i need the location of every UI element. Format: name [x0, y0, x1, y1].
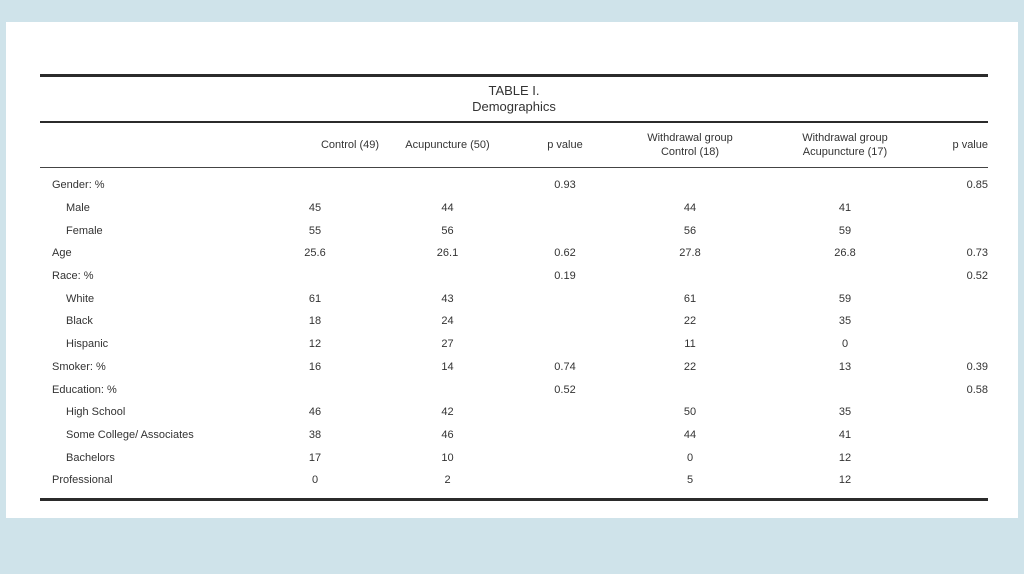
table-cell: 10: [441, 451, 454, 464]
table-cell: 44: [683, 428, 697, 441]
table-cell: 27: [441, 338, 454, 351]
demographics-table: [40, 74, 988, 501]
table-cell: 35: [838, 406, 852, 419]
table-cell: 46: [308, 406, 322, 419]
table-bottom-rule: [40, 498, 988, 501]
table-cell: 59: [838, 292, 852, 305]
table-top-rule: [40, 74, 988, 77]
table-number: TABLE I.: [488, 83, 540, 98]
row-label: Education: %: [52, 383, 117, 396]
table-cell: 61: [683, 292, 697, 305]
table-cell: 38: [308, 428, 322, 441]
table-cell: 26.8: [834, 247, 856, 260]
table-row: [40, 469, 988, 492]
table-cell: 14: [441, 360, 454, 373]
table-cell: 12: [838, 451, 852, 464]
table-cell: 22: [683, 360, 697, 373]
table-row: [40, 174, 988, 197]
table-row: [40, 287, 988, 310]
row-label: Black: [66, 315, 93, 328]
table-row: [40, 265, 988, 288]
table-title: [40, 83, 988, 115]
column-header: Withdrawal group Acupuncture (17): [802, 132, 888, 158]
column-header: p value: [952, 139, 988, 151]
table-cell: 25.6: [304, 247, 326, 260]
table-row: [40, 424, 988, 447]
table-cell: 0.73: [966, 247, 988, 260]
table-cell: 43: [441, 292, 454, 305]
table-cell: 56: [683, 224, 697, 237]
table-cell: 50: [683, 406, 697, 419]
table-cell: 17: [308, 451, 322, 464]
table-cell: 2: [444, 474, 451, 487]
table-cell: 0.85: [966, 179, 988, 192]
table-cell: 26.1: [436, 247, 459, 260]
row-label: Male: [66, 202, 90, 215]
table-cell: 22: [683, 315, 697, 328]
table-cell: 0.52: [966, 270, 988, 283]
table-cell: 42: [441, 406, 454, 419]
table-cell: 0.62: [554, 247, 576, 260]
table-cell: 13: [838, 360, 852, 373]
row-label: Some College/ Associates: [66, 428, 194, 441]
table-cell: 0.74: [554, 360, 576, 373]
row-label: Bachelors: [66, 451, 115, 464]
row-label: Race: %: [52, 270, 94, 283]
table-row: [40, 378, 988, 401]
table-cell: 61: [308, 292, 322, 305]
table-cell: 56: [441, 224, 454, 237]
table-row: [40, 242, 988, 265]
table-cell: 5: [686, 474, 694, 487]
table-row: [40, 356, 988, 379]
table-cell: 0.58: [966, 383, 988, 396]
table-cell: 27.8: [679, 247, 701, 260]
slide-background: [6, 22, 1018, 518]
table-cell: 35: [838, 315, 852, 328]
table-cell: 24: [441, 315, 454, 328]
row-label: Hispanic: [66, 338, 109, 351]
table-cell: 59: [838, 224, 852, 237]
table-cell: 16: [308, 360, 322, 373]
table-cell: 18: [308, 315, 322, 328]
table-cell: 41: [838, 202, 852, 215]
table-cell: 0.52: [554, 383, 576, 396]
table-row: [40, 446, 988, 469]
row-label: Age: [52, 247, 72, 260]
table-cell: 44: [683, 202, 697, 215]
table-row: [40, 219, 988, 242]
row-label: Professional: [52, 474, 113, 487]
table-row: [40, 197, 988, 220]
table-cell: 45: [308, 202, 322, 215]
row-label: High School: [66, 406, 126, 419]
table-row: [40, 333, 988, 356]
table-cell: 0: [686, 451, 694, 464]
table-cell: 46: [441, 428, 454, 441]
table-body: [40, 168, 988, 492]
row-label: Female: [66, 224, 103, 237]
row-label: White: [66, 292, 95, 305]
table-cell: 11: [684, 338, 696, 351]
table-cell: 12: [308, 338, 322, 351]
table-cell: 0.93: [554, 179, 576, 192]
table-cell: 44: [441, 202, 454, 215]
row-label: Gender: %: [52, 179, 105, 192]
table-header-row: [40, 123, 988, 167]
table-cell: 41: [838, 428, 852, 441]
table-cell: 55: [308, 224, 322, 237]
table-row: [40, 310, 988, 333]
column-header: Acupuncture (50): [405, 139, 490, 151]
table-cell: 0: [311, 474, 319, 487]
table-cell: 0.39: [966, 360, 988, 373]
row-label: Smoker: %: [52, 360, 106, 373]
table-cell: 0.19: [554, 270, 576, 283]
table-row: [40, 401, 988, 424]
column-header: p value: [547, 139, 583, 151]
table-cell: 12: [838, 474, 852, 487]
column-header: Withdrawal group Control (18): [647, 132, 733, 158]
column-header: Control (49): [320, 139, 380, 151]
table-cell: 0: [841, 338, 849, 351]
table-caption: Demographics: [472, 99, 556, 114]
